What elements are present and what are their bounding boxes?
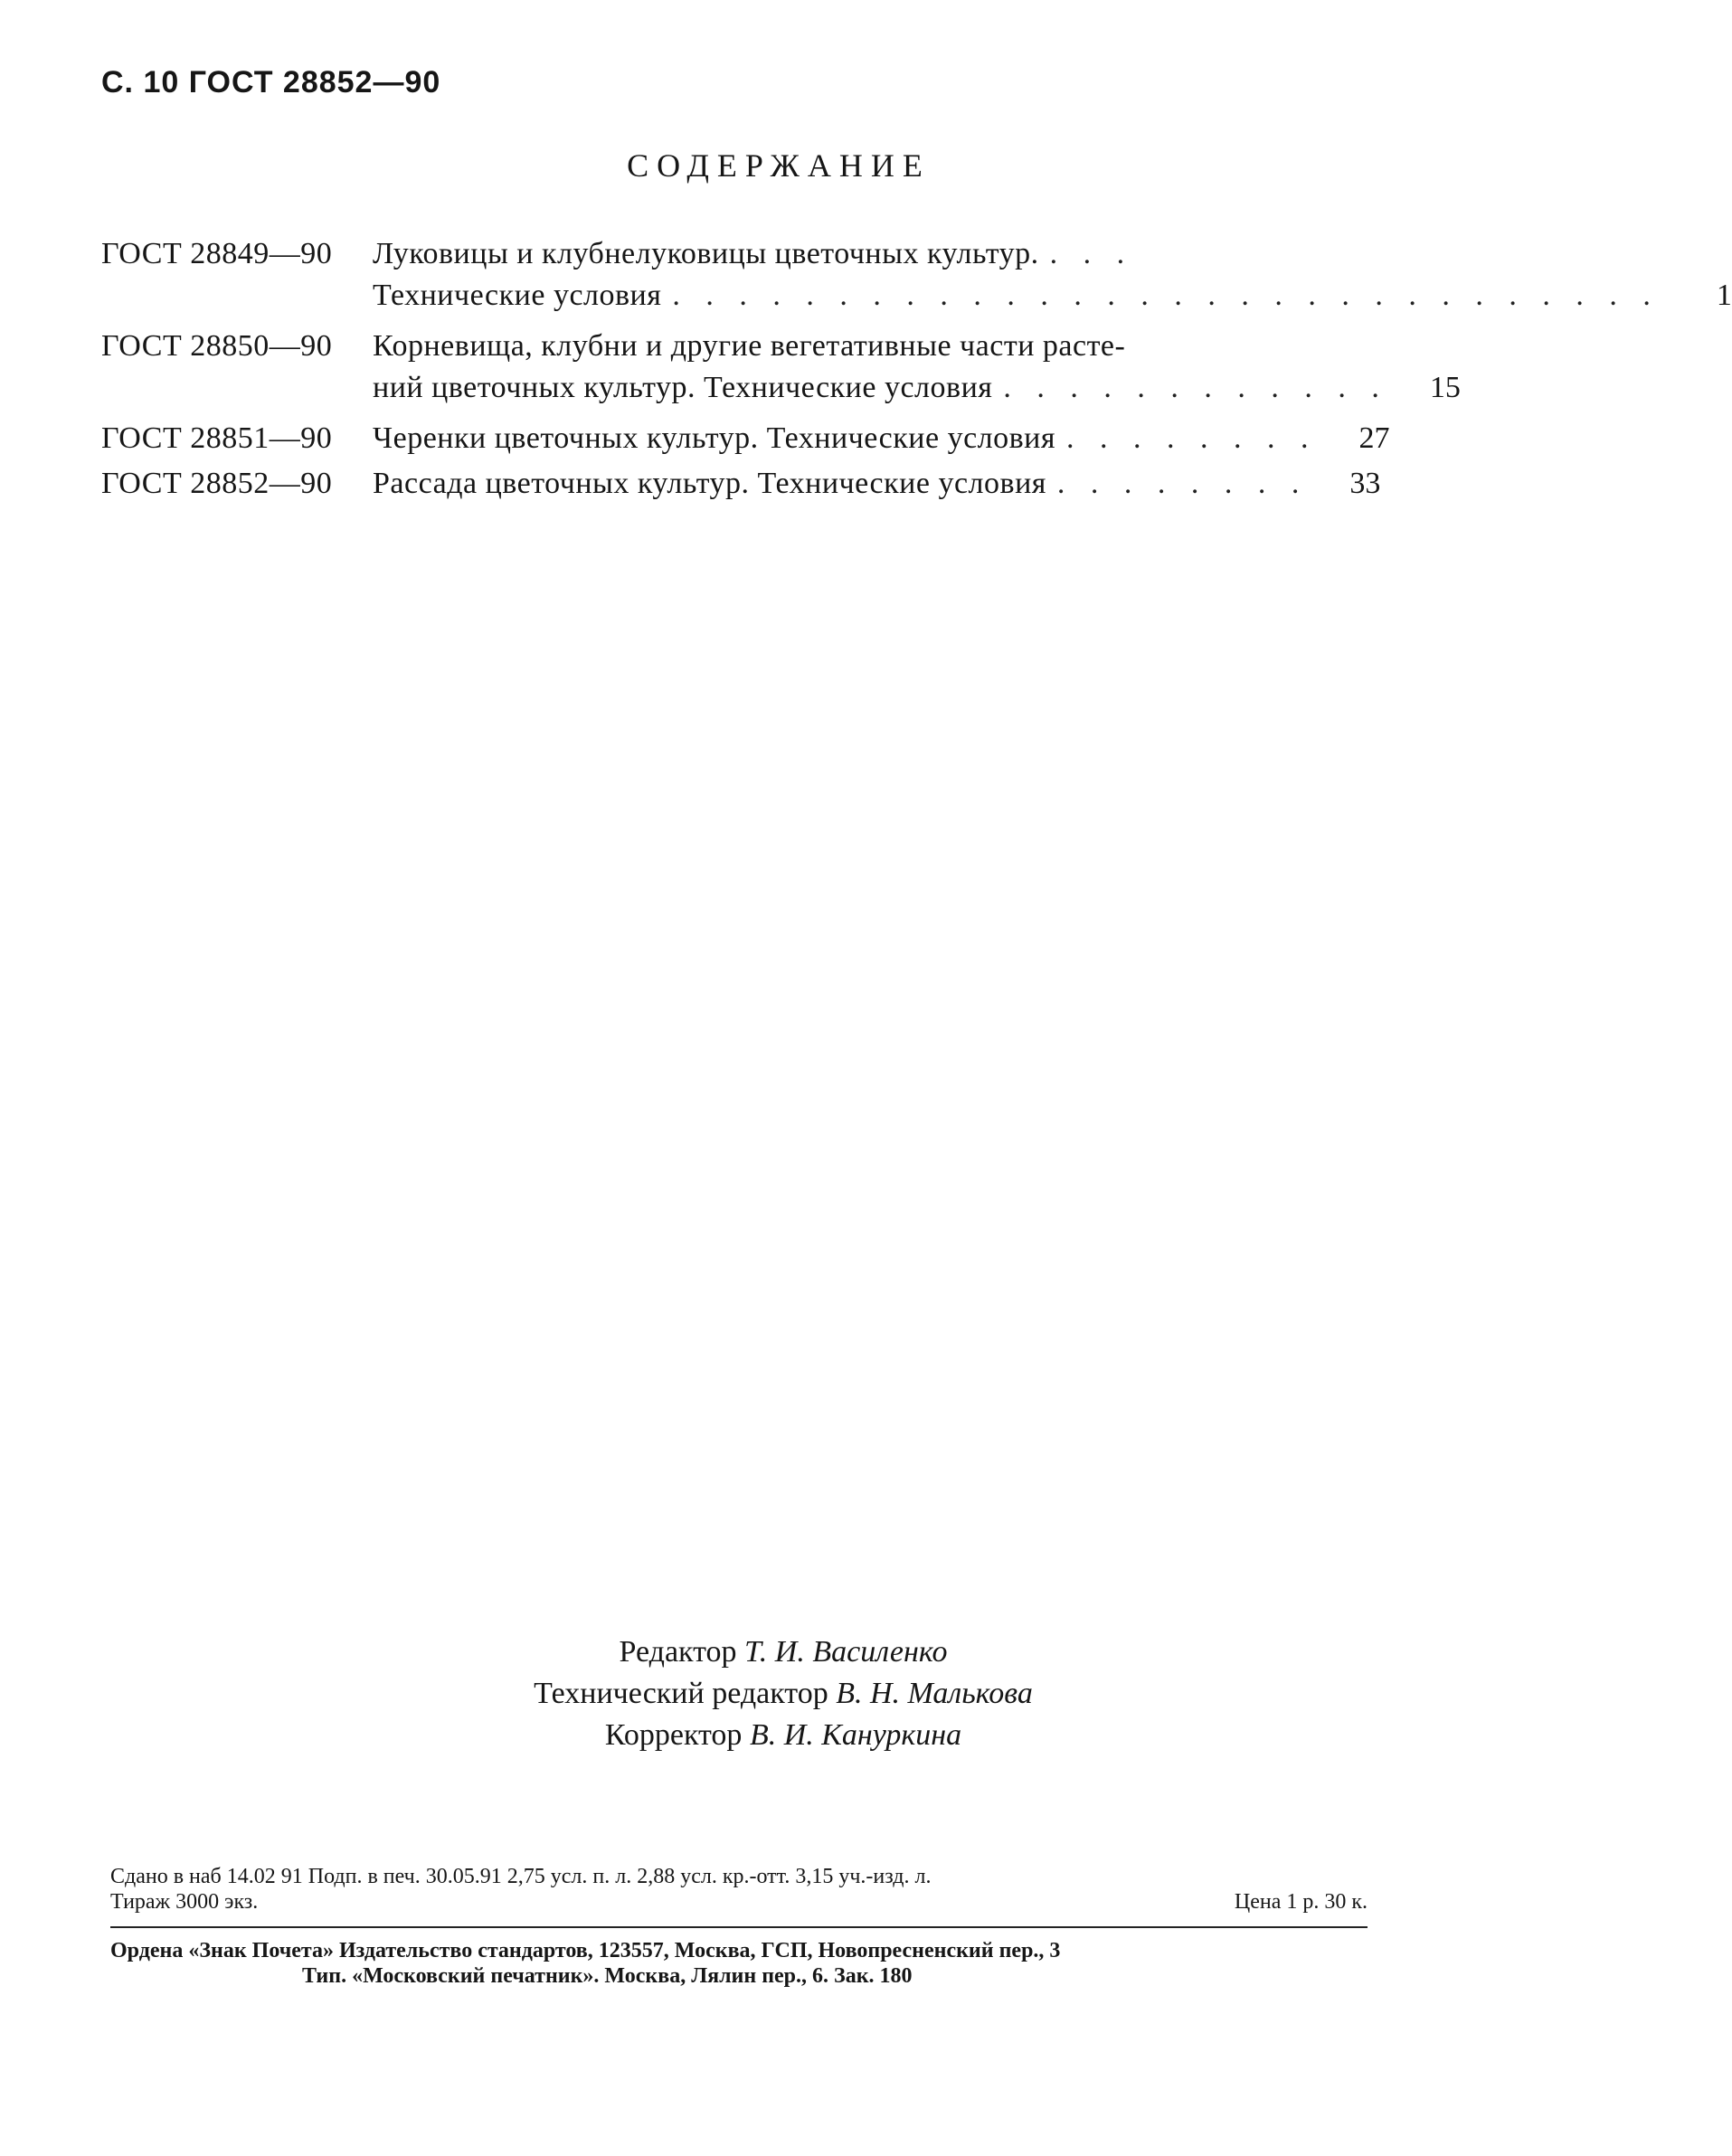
divider	[110, 1926, 1368, 1928]
toc-leader: . . . . . . . .	[1066, 421, 1318, 455]
toc-entry	[101, 467, 1381, 508]
contents-title: СОДЕРЖАНИЕ	[627, 147, 931, 184]
toc-leader: . . . . . . . .	[1056, 467, 1309, 500]
toc-entry-code: ГОСТ 28849—90	[101, 237, 333, 270]
toc-entry-code: ГОСТ 28852—90	[101, 467, 333, 500]
tech-editor-line	[118, 1677, 1449, 1718]
credits	[0, 1635, 1449, 1760]
toc-entry	[101, 329, 1461, 412]
toc-entry-page: 15	[1429, 371, 1461, 404]
tech-editor-name: В. Н. Малькова	[836, 1677, 1033, 1710]
imprint-circulation: Тираж 3000 экз.	[110, 1890, 259, 1914]
imprint-price: Цена 1 р. 30 к.	[1234, 1890, 1368, 1914]
table-of-contents	[101, 237, 1732, 512]
toc-entry-title: Черенки цветочных культур. Технические условия	[373, 421, 1056, 455]
toc-entry	[101, 421, 1390, 463]
publisher-line: Ордена «Знак Почета» Издательство стандартов, 123557, Москва, ГСП, Новопресненский пер., 3	[110, 1939, 1061, 1962]
page-header: С. 10 ГОСТ 28852—90	[101, 65, 441, 99]
toc-leader: . . . . . . . . . . . .	[1003, 371, 1388, 404]
corrector-label: Корректор	[604, 1718, 743, 1752]
printer-line: Тип. «Московский печатник». Москва, Лялин пер., 6. Зак. 180	[302, 1964, 913, 1988]
toc-entry	[101, 237, 1732, 320]
toc-entry-title: Рассада цветочных культур. Технические условия	[373, 467, 1046, 500]
toc-entry-page: 27	[1358, 421, 1390, 455]
imprint	[110, 1865, 1368, 1915]
toc-leader: . . .	[1049, 237, 1134, 270]
corrector-name: В. И. Кануркина	[749, 1718, 962, 1752]
tech-editor-label: Технический редактор	[534, 1677, 828, 1710]
toc-leader: . . . . . . . . . . . . . . . . . . . . . . . . . . . . . .	[672, 279, 1660, 312]
toc-entry-page: 33	[1349, 467, 1381, 500]
editor-name: Т. И. Василенко	[744, 1635, 948, 1669]
toc-entry-page: 1	[1716, 279, 1732, 312]
imprint-print-data: Сдано в наб 14.02 91 Подп. в печ. 30.05.91 2,75 усл. п. л. 2,88 усл. кр.-отт. 3,15 уч.-изд. л.	[110, 1865, 932, 1888]
editor-label: Редактор	[619, 1635, 737, 1669]
toc-entry-title-cont: Технические условия	[373, 279, 662, 312]
toc-entry-title-cont: ний цветочных культур. Технические условия	[373, 371, 993, 404]
corrector-line	[118, 1718, 1449, 1760]
toc-entry-code: ГОСТ 28850—90	[101, 329, 333, 363]
toc-entry-title: Корневища, клубни и другие вегетативные части расте-	[373, 329, 1126, 363]
toc-entry-title: Луковицы и клубнелуковицы цветочных культур.	[373, 237, 1039, 270]
publisher-info	[110, 1939, 1368, 1990]
toc-entry-code: ГОСТ 28851—90	[101, 421, 333, 455]
editor-line	[118, 1635, 1449, 1677]
